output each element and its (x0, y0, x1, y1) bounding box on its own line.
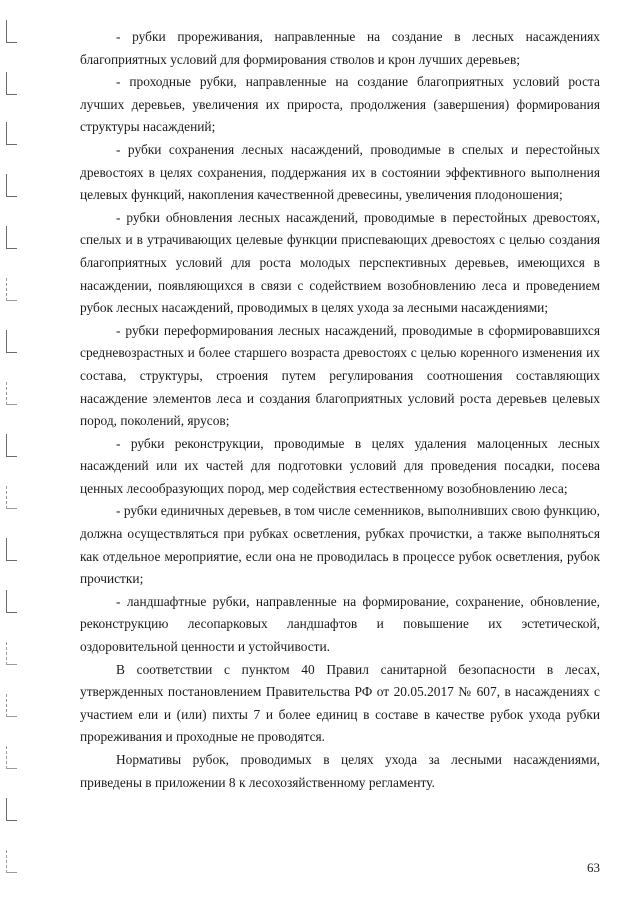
binding-mark (6, 330, 17, 353)
binding-mark (6, 122, 17, 145)
binding-mark (6, 174, 17, 197)
binding-mark (6, 850, 17, 873)
list-item-renewal-cuttings: - рубки обновления лесных насаждений, проводимые в перестойных древостоях, спелых и в утрачивающих целевые функции приспевающих древостоях с целью создания благоприятных условий для роста молодых перспективных деревьев, имеющихся в насаждении, появляющихся в связи с содействием возобновлению леса и проведением рубок лесных насаждений, проводимых в целях ухода за лесными насаждениями; (80, 209, 600, 316)
binding-mark (6, 278, 17, 301)
page-number: 63 (587, 860, 600, 875)
list-item-single-tree-cuttings: - рубки единичных деревьев, в том числе семенников, выполнивших свою функцию, должна осуществляться при рубках осветления, рубках прочистки, а также выполняться как отдельное мероприятие, если она не проводилась в процессе рубок осветления, рубок прочистки; (80, 503, 600, 587)
document-body (80, 26, 600, 794)
list-item-preservation-cuttings: - рубки сохранения лесных насаждений, проводимые в спелых и перестойных древостоях в целях сохранения, поддержания их в состоянии эффективного выполнения целевых функций, накопления качественной древесины, увеличения плодоношения; (80, 141, 600, 203)
binding-mark (6, 590, 17, 613)
binding-mark (6, 486, 17, 509)
binding-mark (6, 226, 17, 249)
list-item-landscape-cuttings: - ландшафтные рубки, направленные на формирование, сохранение, обновление, реконструкцию лесопарковых ландшафтов и повышение их эстетической, оздоровительной ценности и устойчивости. (80, 593, 600, 655)
binding-edge-marks (6, 20, 20, 890)
binding-mark (6, 434, 17, 457)
paragraph-norms-reference: Нормативы рубок, проводимых в целях ухода за лесными насаждениями, приведены в приложении 8 к лесохозяйственному регламенту. (80, 752, 600, 790)
binding-mark (6, 20, 17, 43)
list-item-reformation-cuttings: - рубки переформирования лесных насаждений, проводимые в сформировавшихся средневозрастных и более старшего возраста древостоях с целью коренного изменения их состава, структуры, строения путем регулирования соотношения составляющих насаждение элементов леса и создания благоприятных условий роста деревьев целевых пород, поколений, ярусов; (80, 322, 600, 429)
list-item-reconstruction-cuttings: - рубки реконструкции, проводимые в целях удаления малоценных лесных насаждений или их частей для подготовки условий для проведения посадки, посева ценных лесообразующих пород, мер содействия естественному возобновлению леса; (80, 435, 600, 496)
binding-mark (6, 746, 17, 769)
binding-mark (6, 72, 17, 95)
binding-mark (6, 538, 17, 561)
binding-mark (6, 382, 17, 405)
list-item-passage-cuttings: - проходные рубки, направленные на создание благоприятных условий роста лучших деревьев, увеличения их прироста, продолжения (завершения) формирования структуры насаждений; (80, 74, 600, 135)
binding-mark (6, 798, 17, 821)
binding-mark (6, 642, 17, 665)
paragraph-sanitary-rules: В соответствии с пунктом 40 Правил санитарной безопасности в лесах, утвержденных постановлением Правительства РФ от 20.05.2017 № 607, в насаждениях с участием ели и (или) пихты 7 и более единиц в составе в качестве рубок ухода рубки прореживания и проходные не проводятся. (80, 661, 600, 745)
binding-mark (6, 694, 17, 717)
list-item-thinning: - рубки прореживания, направленные на создание в лесных насаждениях благоприятных условий для формирования стволов и крон лучших деревьев; (80, 29, 600, 67)
